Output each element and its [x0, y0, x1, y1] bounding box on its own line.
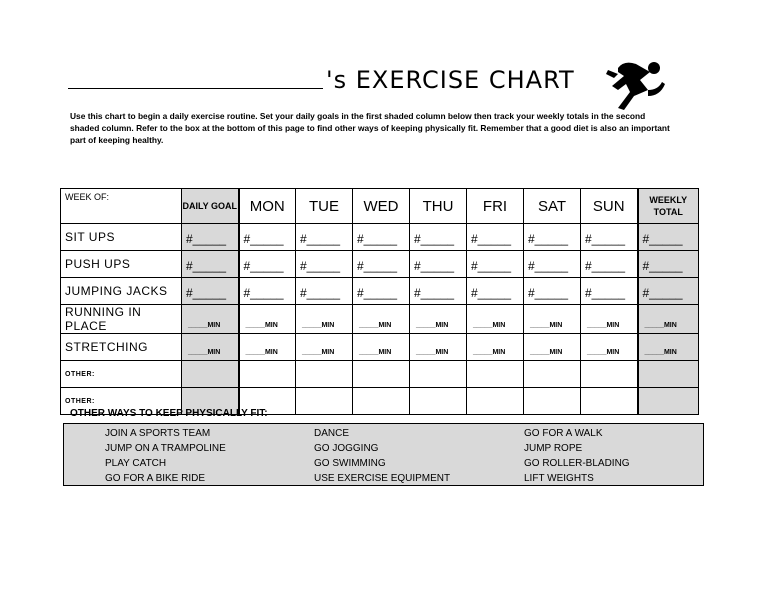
day-header: SAT	[524, 189, 581, 224]
day-cell[interactable]: _____MIN	[410, 334, 467, 361]
day-cell[interactable]	[410, 361, 467, 388]
fitness-way-item: GO FOR A WALK	[524, 428, 603, 439]
week-of-label: WEEK OF:	[61, 189, 182, 224]
goal-cell[interactable]: _____MIN	[182, 334, 239, 361]
table-row	[61, 224, 699, 251]
day-cell[interactable]	[353, 361, 410, 388]
day-cell[interactable]: #_____	[296, 251, 353, 278]
ways-column-2	[314, 426, 450, 486]
exercise-label: OTHER:	[61, 361, 182, 388]
day-cell[interactable]: #_____	[524, 251, 581, 278]
name-blank-line	[68, 88, 323, 89]
goal-cell[interactable]: #_____	[182, 224, 239, 251]
day-cell[interactable]: _____MIN	[353, 334, 410, 361]
daily-goal-header: DAILY GOAL	[182, 189, 239, 224]
day-cell[interactable]: _____MIN	[296, 334, 353, 361]
goal-cell[interactable]	[182, 361, 239, 388]
day-cell[interactable]: _____MIN	[353, 305, 410, 334]
total-cell[interactable]: _____MIN	[638, 305, 699, 334]
page-title: 's EXERCISE CHART	[326, 66, 575, 94]
table-row	[61, 334, 699, 361]
day-cell[interactable]: #_____	[353, 224, 410, 251]
day-cell[interactable]: #_____	[467, 278, 524, 305]
day-cell[interactable]	[296, 361, 353, 388]
fitness-way-item: LIFT WEIGHTS	[524, 473, 594, 484]
day-cell[interactable]: #_____	[239, 224, 296, 251]
day-cell[interactable]: _____MIN	[239, 334, 296, 361]
fitness-way-item: GO JOGGING	[314, 443, 379, 454]
ways-box	[63, 423, 704, 486]
exercise-label: OTHER:	[61, 388, 182, 415]
day-cell[interactable]	[524, 361, 581, 388]
day-cell[interactable]: #_____	[524, 278, 581, 305]
table-body	[61, 224, 699, 415]
day-cell[interactable]: #_____	[524, 224, 581, 251]
header-row	[61, 189, 699, 224]
intro-text: Use this chart to begin a daily exercise routine. Set your daily goals in the first shaded column below then track your weekly totals in the second shaded column. Refer to the box at the bottom of this page to find other ways of keeping physically fit. Remember that a good diet is also an important part of keeping healthy.	[70, 111, 670, 145]
table-header	[61, 189, 699, 224]
day-cell[interactable]: #_____	[296, 224, 353, 251]
fitness-way-item: JUMP ON A TRAMPOLINE	[105, 443, 226, 454]
day-cell[interactable]: #_____	[410, 278, 467, 305]
day-cell[interactable]	[581, 361, 638, 388]
day-cell[interactable]: _____MIN	[524, 334, 581, 361]
table-row	[61, 278, 699, 305]
total-cell[interactable]: #_____	[638, 251, 699, 278]
ways-column-3	[524, 426, 630, 486]
day-header: THU	[410, 189, 467, 224]
exercise-label: RUNNING IN PLACE	[61, 305, 182, 334]
goal-cell[interactable]: _____MIN	[182, 305, 239, 334]
exercise-label: PUSH UPS	[61, 251, 182, 278]
total-cell[interactable]	[638, 361, 699, 388]
fitness-way-item: DANCE	[314, 428, 350, 439]
exercise-label: SIT UPS	[61, 224, 182, 251]
goal-cell[interactable]: #_____	[182, 278, 239, 305]
day-header: MON	[239, 189, 296, 224]
table-row	[61, 305, 699, 334]
runner-icon	[604, 60, 666, 112]
day-cell[interactable]: #_____	[353, 251, 410, 278]
day-cell[interactable]: _____MIN	[524, 305, 581, 334]
total-cell[interactable]: #_____	[638, 224, 699, 251]
table-row	[61, 361, 699, 388]
fitness-way-item: JUMP ROPE	[524, 443, 583, 454]
day-cell[interactable]	[467, 388, 524, 415]
day-header: TUE	[296, 189, 353, 224]
goal-cell[interactable]: #_____	[182, 251, 239, 278]
day-cell[interactable]: #_____	[353, 278, 410, 305]
day-cell[interactable]	[296, 388, 353, 415]
fitness-way-item: GO ROLLER-BLADING	[524, 458, 630, 469]
day-cell[interactable]: _____MIN	[239, 305, 296, 334]
day-cell[interactable]: _____MIN	[581, 334, 638, 361]
day-header: SUN	[581, 189, 638, 224]
day-cell[interactable]	[524, 388, 581, 415]
day-header: FRI	[467, 189, 524, 224]
ways-column-1	[105, 426, 226, 486]
day-cell[interactable]	[353, 388, 410, 415]
fitness-way-item: GO SWIMMING	[314, 458, 386, 469]
day-cell[interactable]: #_____	[467, 224, 524, 251]
day-cell[interactable]	[581, 388, 638, 415]
day-cell[interactable]: #_____	[581, 224, 638, 251]
day-cell[interactable]: #_____	[467, 251, 524, 278]
day-header: WED	[353, 189, 410, 224]
total-cell[interactable]: #_____	[638, 278, 699, 305]
fitness-way-item: USE EXERCISE EQUIPMENT	[314, 473, 451, 484]
total-cell[interactable]: _____MIN	[638, 334, 699, 361]
ways-title: OTHER WAYS TO KEEP PHYSICALLY FIT:	[70, 408, 268, 419]
fitness-way-item: GO FOR A BIKE RIDE	[105, 473, 206, 484]
fitness-way-item: JOIN A SPORTS TEAM	[105, 428, 211, 439]
day-cell[interactable]: _____MIN	[467, 334, 524, 361]
day-cell[interactable]: #_____	[581, 251, 638, 278]
day-cell[interactable]: _____MIN	[581, 305, 638, 334]
day-cell[interactable]: #_____	[239, 278, 296, 305]
table-row	[61, 251, 699, 278]
total-cell[interactable]	[638, 388, 699, 415]
weekly-total-header: WEEKLY TOTAL	[638, 189, 699, 224]
day-cell[interactable]: #_____	[410, 224, 467, 251]
exercise-label: JUMPING JACKS	[61, 278, 182, 305]
fitness-way-item: PLAY CATCH	[105, 458, 167, 469]
day-cell[interactable]: #_____	[581, 278, 638, 305]
day-cell[interactable]: #_____	[239, 251, 296, 278]
day-cell[interactable]: _____MIN	[296, 305, 353, 334]
day-cell[interactable]	[239, 361, 296, 388]
title-row	[68, 62, 688, 106]
day-cell[interactable]	[410, 388, 467, 415]
day-cell[interactable]: _____MIN	[467, 305, 524, 334]
day-cell[interactable]: #_____	[296, 278, 353, 305]
day-cell[interactable]	[467, 361, 524, 388]
day-cell[interactable]: #_____	[410, 251, 467, 278]
exercise-label: STRETCHING	[61, 334, 182, 361]
day-cell[interactable]: _____MIN	[410, 305, 467, 334]
exercise-table	[60, 188, 699, 415]
